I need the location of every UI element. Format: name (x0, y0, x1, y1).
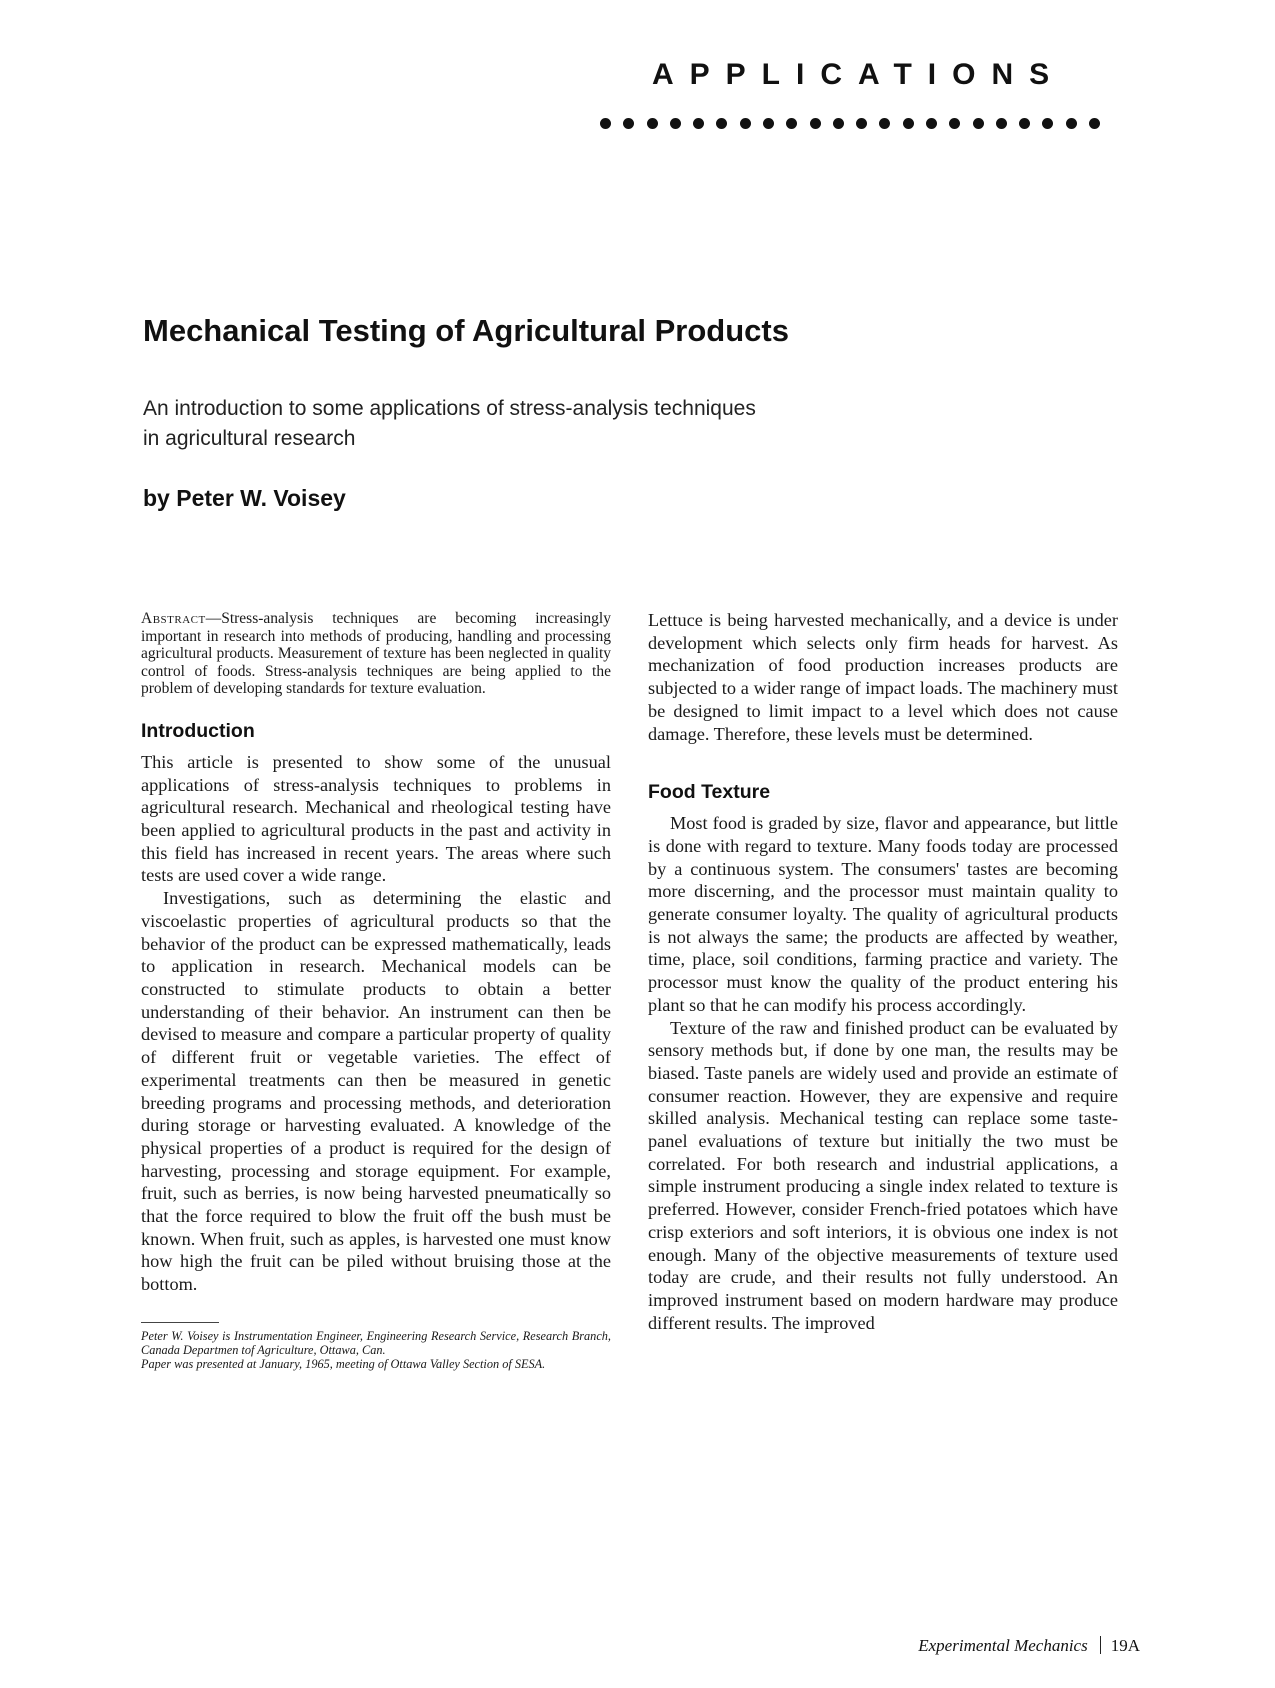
abstract-label: Abstract (141, 610, 206, 627)
rule-dot (856, 118, 867, 129)
rule-dot (786, 118, 797, 129)
introduction-paragraph-2: Investigations, such as determining the elastic and viscoelastic properties of agricultural products so that the behavior of the product can be expressed mathematically, leads to application in research. Mechanical models can be constructed to stimulate products to obtain a better understanding of their behavior. An instrument can then be devised to measure and compare a particular property of quality of different fruit or vegetable varieties. The effect of experimental treatments can then be measured in genetic breeding programs and processing methods, and deterioration during storage or harvesting evaluated. A knowledge of the physical properties of a product is required for the design of harvesting, processing and storage equipment. For example, fruit, such as berries, is now being harvested pneumatically so that the force required to blow the fruit off the bush must be known. When fruit, such as apples, is harvested one must know how high the fruit can be piled without bruising those at the bottom. (141, 888, 611, 1295)
rule-dot (879, 118, 890, 129)
food-texture-heading: Food Texture (648, 781, 771, 804)
introduction-paragraph-1: This article is presented to show some of the unusual applications of stress-analysis techniques to problems in agricultural research. Mechanical and rheological testing have been applied to agricultural products in the past and activity in this field has increased in recent years. The areas where such tests are used cover a wide range. (141, 751, 611, 886)
rule-dot (600, 118, 611, 129)
section-title: APPLICATIONS (652, 58, 1066, 91)
food-texture-paragraph-1: Most food is graded by size, flavor and appearance, but little is done with regard to texture. Many foods today are processed by a continuous system. The consumers' tastes are becoming more discerning, and the processor must maintain quality to generate consumer loyalty. The quality of agricultural products is not always the same; the products are affected by weather, time, place, soil conditions, farming practice and variety. The processor must know the quality of the product entering his plant so that he can modify his process accordingly. (648, 813, 1118, 1015)
rule-dot (647, 118, 658, 129)
food-texture-paragraph-2: Texture of the raw and finished product can be evaluated by sensory methods but, if done by one man, the results may be biased. Taste panels are widely used and provide an estimate of consumer reaction. However, they are expensive and require skilled analysis. Mechanical testing can replace some taste-panel evaluations of texture but initially the two must be correlated. For both research and industrial applications, a simple instrument producing a single index related to texture is preferred. However, consider French-fried potatoes which have crisp exteriors and soft interiors, it is obvious one index is not enough. Many of the objective measurements of texture used today are crude, and their results not fully understood. An improved instrument based on modern hardware may produce different results. The improved (648, 1017, 1118, 1333)
rule-dot (1019, 118, 1030, 129)
footer-separator (1100, 1636, 1101, 1654)
article-title: Mechanical Testing of Agricultural Products (143, 313, 789, 348)
rule-dot (670, 118, 681, 129)
rule-dot (716, 118, 727, 129)
article-subtitle: An introduction to some applications of stress-analysis techniques in agricultural research (143, 397, 756, 450)
rule-dot (1089, 118, 1100, 129)
rule-dot (1066, 118, 1077, 129)
rule-dot (1042, 118, 1053, 129)
section-banner (600, 58, 1120, 129)
abstract-text: —Stress-analysis techniques are becoming increasingly important in research into methods of producing, handling and processing agricultural products. Measurement of texture has been neglected in quality control of foods. Stress-analysis techniques are being applied to the problem of developing standards for texture evaluation. (141, 610, 611, 698)
abstract (141, 610, 611, 698)
footnote-rule (141, 1322, 219, 1323)
rule-dot (833, 118, 844, 129)
rule-dot (903, 118, 914, 129)
page-number: 19A (1110, 1636, 1140, 1655)
rule-dot (973, 118, 984, 129)
dot-rule (600, 118, 1100, 129)
article-byline: by Peter W. Voisey (143, 485, 346, 511)
footnote-author: Peter W. Voisey is Instrumentation Engineer, Engineering Research Service, Research Branch, Canada Departmen tof Agriculture, Ottawa, Can. (141, 1328, 611, 1358)
rule-dot (763, 118, 774, 129)
page-footer (880, 1636, 1140, 1656)
footnote-presentation: Paper was presented at January, 1965, meeting of Ottawa Valley Section of SESA. (141, 1357, 546, 1372)
rule-dot (693, 118, 704, 129)
rule-dot (926, 118, 937, 129)
introduction-heading: Introduction (141, 719, 255, 742)
rule-dot (810, 118, 821, 129)
rule-dot (623, 118, 634, 129)
rule-dot (949, 118, 960, 129)
journal-name: Experimental Mechanics (918, 1636, 1088, 1655)
rule-dot (740, 118, 751, 129)
left-column (141, 610, 611, 1371)
lettuce-paragraph: Lettuce is being harvested mechanically, and a device is under development which selects only firm heads for harvest. As mechanization of food production increases products are subjected to a wider range of impact loads. The machinery must be designed to limit impact to a level which does not cause damage. Therefore, these levels must be determined. (648, 610, 1118, 744)
right-column (648, 609, 1118, 1334)
rule-dot (996, 118, 1007, 129)
